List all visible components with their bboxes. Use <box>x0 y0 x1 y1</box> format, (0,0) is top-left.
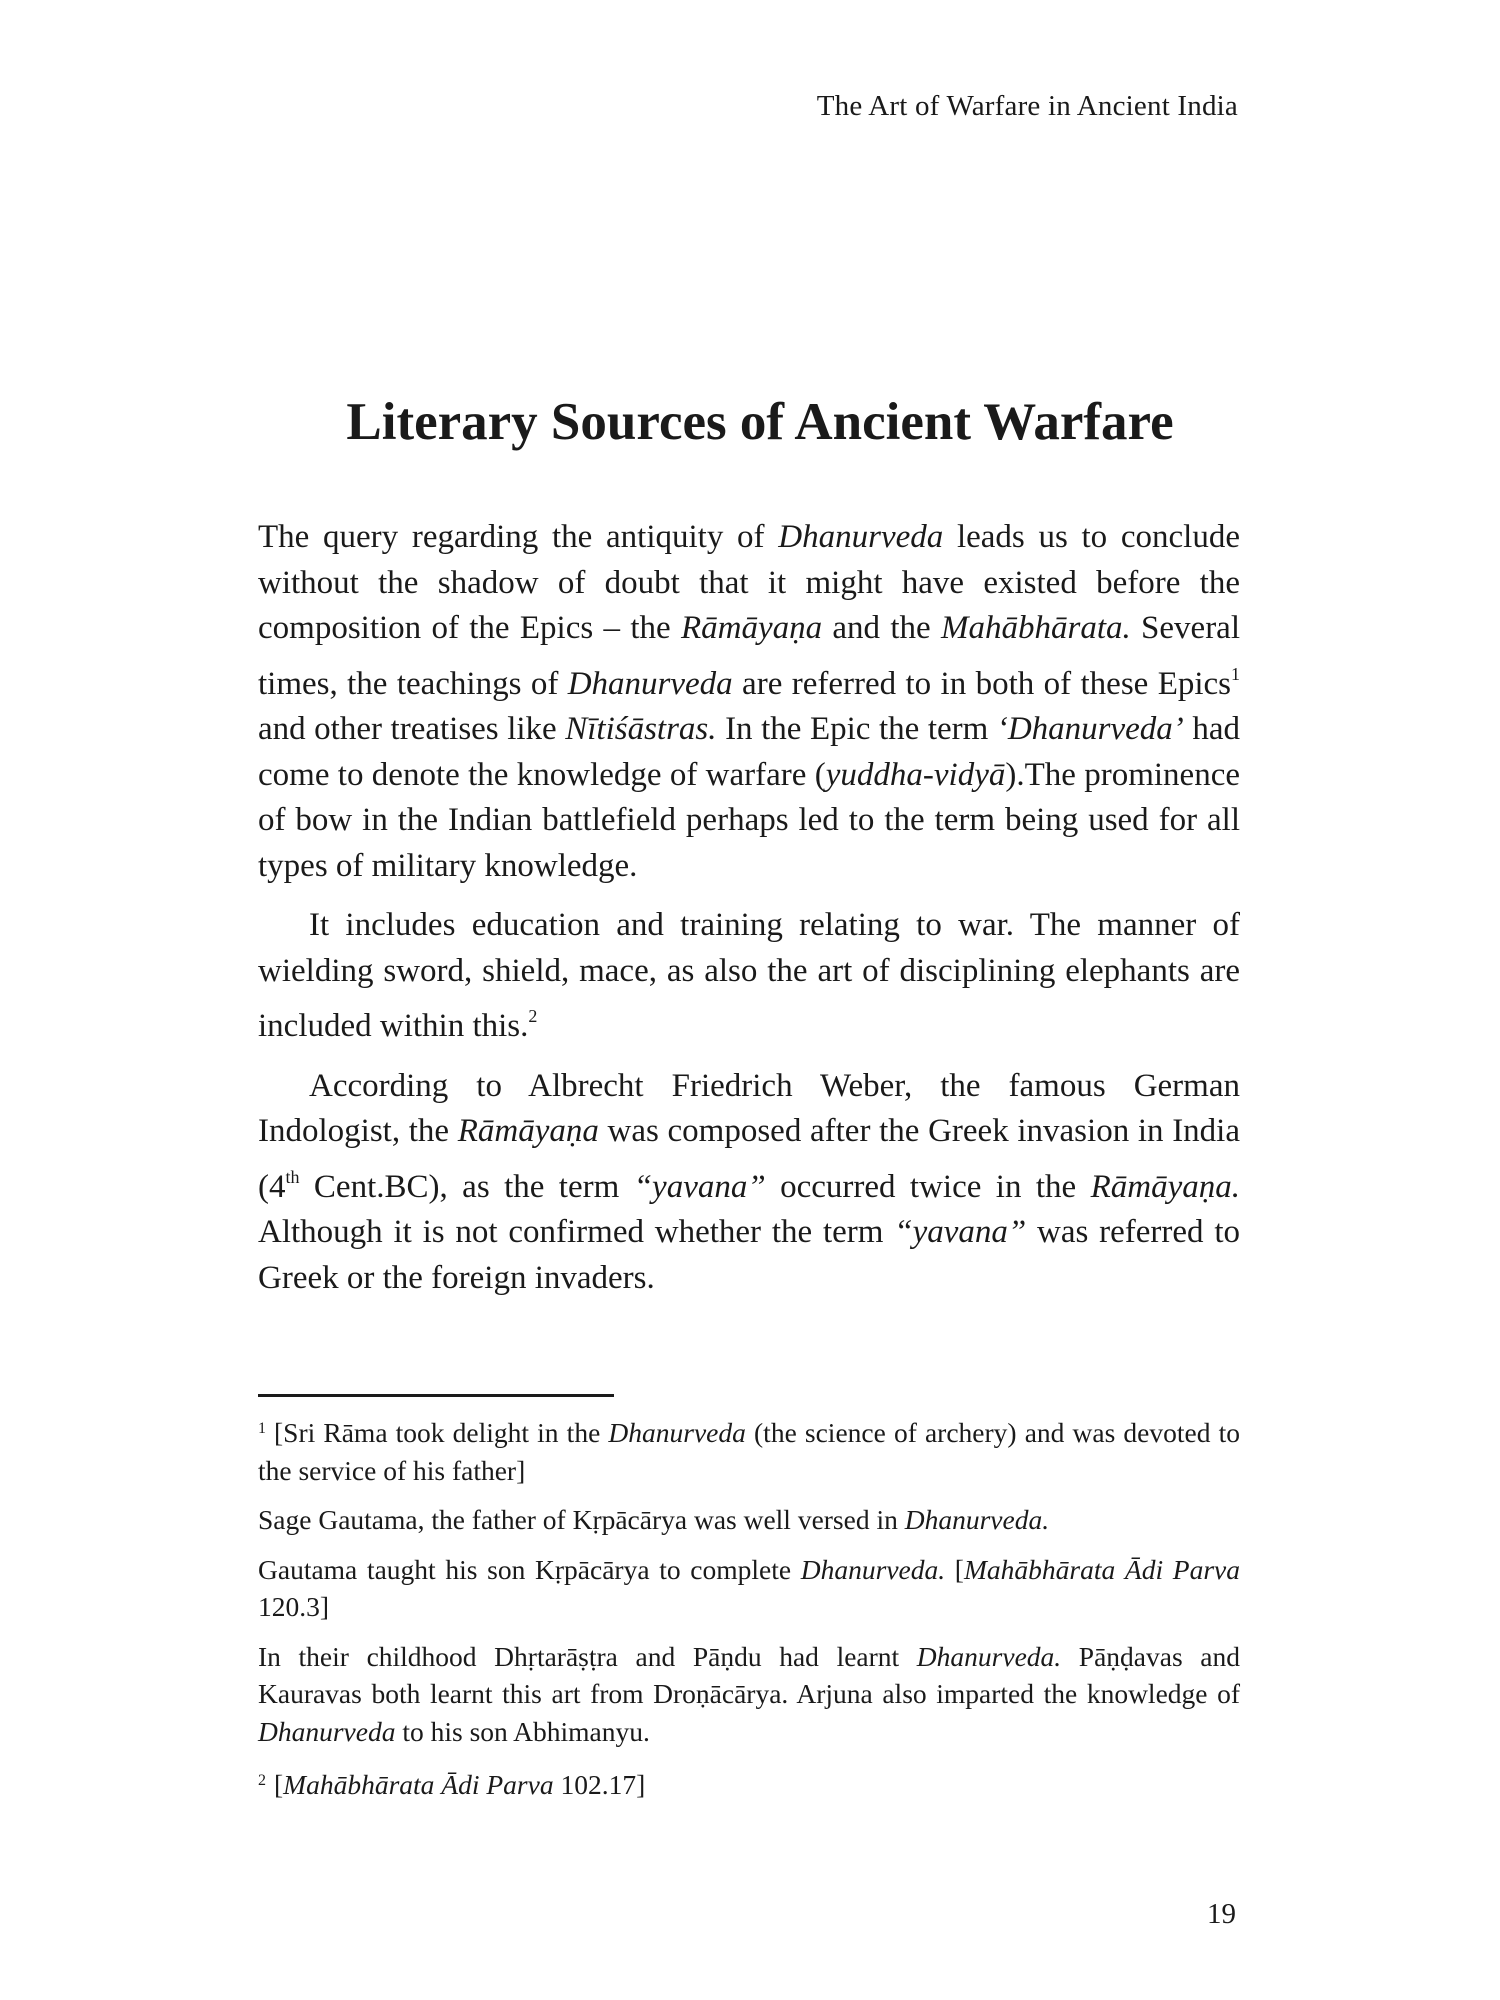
italic-term: Rāmāyaṇa <box>680 610 823 646</box>
text-run: ).The prominence of bow in the Indian battlefield perhaps led to the term being used for all types of military knowledge. <box>258 756 1241 884</box>
italic-term: “yavana” <box>633 1168 766 1205</box>
text-run: In their childhood Dhṛtarāṣṭra and Pāṇdu had learnt <box>258 1640 917 1672</box>
text-run: It includes education and training relating to war. The manner of wielding sword, shield, mace, as also the art of disciplining elephants are included within this. <box>258 907 1240 1044</box>
text-run: leads us to conclude without the shadow of doubt that it might have existed before the composition of the Epics – the <box>258 519 1240 646</box>
footnote-1-continued <box>258 1638 1240 1751</box>
footnotes <box>258 1410 1240 1816</box>
italic-term: Mahābhārata Ādi Parva <box>963 1553 1240 1585</box>
text-run: Several times, the teachings of <box>258 610 1240 702</box>
italic-term: yuddha-vidyā <box>825 756 1006 793</box>
text-run: [Sri Rāma took delight in the <box>274 1417 609 1448</box>
italic-term: Dhanurveda <box>567 665 733 702</box>
text-run: and the <box>822 610 941 646</box>
paragraph-2 <box>258 903 1240 1050</box>
footnote-marker-2: 2 <box>528 1006 538 1026</box>
superscript: th <box>285 1166 300 1187</box>
italic-term: Rāmāyaṇa <box>457 1113 599 1149</box>
italic-term: Dhanurveda <box>258 1715 396 1747</box>
footnote-marker-1: 1 <box>1231 663 1241 684</box>
text-run: occurred twice in the <box>765 1168 1091 1205</box>
paragraph-1 <box>258 515 1240 889</box>
footnote-1 <box>258 1410 1240 1489</box>
italic-term: Dhanurveda <box>778 519 944 555</box>
footnote-divider <box>258 1394 614 1397</box>
text-run: Although it is not confirmed whether the term <box>258 1214 895 1250</box>
text-run: [ <box>945 1553 964 1585</box>
italic-term: Mahābhārata Ādi Parva <box>283 1769 554 1800</box>
text-run: are referred to in both of these Epics <box>732 665 1232 702</box>
running-header: The Art of Warfare in Ancient India <box>816 90 1238 122</box>
footnote-1-continued <box>258 1501 1240 1539</box>
text-run: Sage Gautama, the father of Kṛpācārya was well versed in <box>258 1504 905 1535</box>
text-run: 102.17] <box>553 1769 646 1800</box>
italic-term: Dhanurveda. <box>916 1640 1062 1672</box>
text-run: and other treatises like <box>258 711 566 747</box>
italic-term: Dhanurveda. <box>904 1504 1050 1535</box>
paragraph-3 <box>258 1064 1240 1302</box>
italic-term: Dhanurveda <box>608 1417 746 1448</box>
italic-term: “yavana” <box>894 1214 1027 1250</box>
italic-term: ‘Dhanurveda’ <box>996 711 1184 747</box>
body-text <box>258 515 1240 1315</box>
text-run: was composed after the Greek invasion in India (4 <box>258 1113 1240 1205</box>
chapter-title-text: Literary Sources of Ancient Warfare <box>346 393 1174 451</box>
text-run: According to Albrecht Friedrich Weber, the famous German Indologist, the <box>258 1067 1240 1149</box>
text-run: was referred to Greek or the foreign invaders. <box>258 1214 1240 1296</box>
text-run: to his son Abhimanyu. <box>395 1715 650 1747</box>
italic-term: Mahābhārata. <box>940 610 1131 646</box>
text-run: Gautama taught his son Kṛpācārya to complete <box>258 1553 801 1585</box>
text-run: 120.3] <box>258 1591 330 1622</box>
text-run: Cent.BC), as the term <box>299 1168 634 1205</box>
italic-term: Dhanurveda. <box>800 1553 946 1585</box>
italic-term: Nītiśāstras. <box>565 711 717 747</box>
footnote-1-continued <box>258 1551 1240 1626</box>
text-run: (the science of archery) and was devoted to the service of his father] <box>258 1417 1240 1486</box>
text-run: Pāṇḍavas and Kauravas both learnt this art from Droṇācārya. Arjuna also imparted the knowledge of <box>258 1640 1240 1709</box>
footnote-number: 1 <box>258 1420 266 1437</box>
italic-term: Rāmāyaṇa. <box>1090 1168 1240 1205</box>
footnote-number: 2 <box>258 1772 266 1789</box>
text-run: had come to denote the knowledge of warfare ( <box>258 711 1240 793</box>
page-number: 19 <box>1207 1898 1236 1930</box>
chapter-title <box>0 392 1500 452</box>
text-run: In the Epic the term <box>716 711 997 747</box>
footnote-2 <box>258 1762 1240 1804</box>
text-run: The query regarding the antiquity of <box>258 519 779 555</box>
text-run: [ <box>274 1769 284 1800</box>
